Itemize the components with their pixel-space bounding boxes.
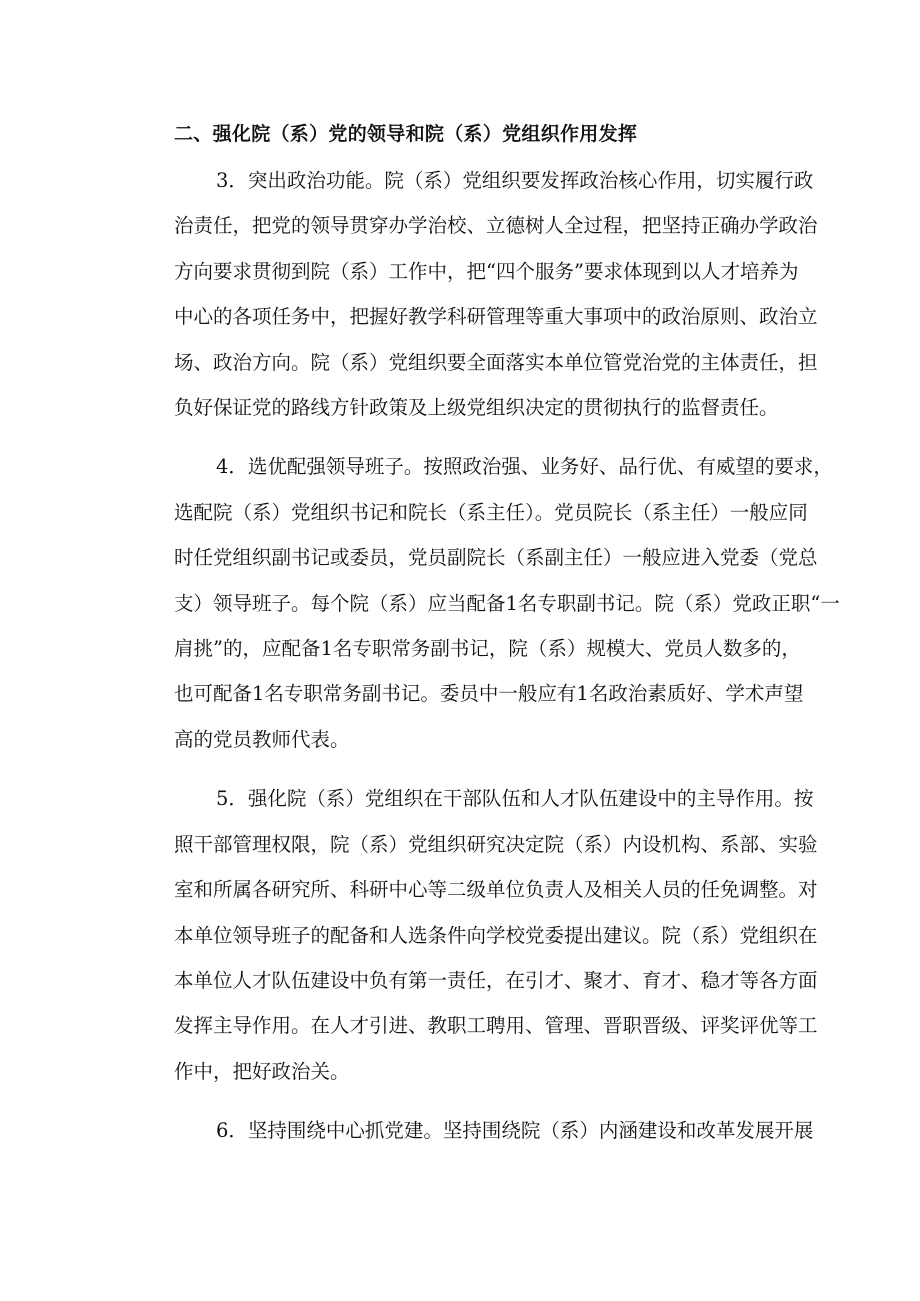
paragraph-line: 3．突出政治功能。院（系）党组织要发挥政治核心作用，切实履行政 — [216, 169, 814, 192]
paragraph-line: 也可配备1名专职常务副书记。委员中一般应有1名政治素质好、学术声望 — [174, 682, 804, 706]
paragraph-line: 负好保证党的路线方针政策及上级党组织决定的贯彻执行的监督责任。 — [174, 396, 779, 420]
paragraph-5-cadre-and-talent — [132, 776, 818, 1094]
paragraph-line: 作中，把好政治关。 — [174, 1059, 350, 1083]
paragraph-line: 本单位领导班子的配备和人选条件向学校党委提出建议。院（系）党组织在 — [174, 923, 818, 947]
paragraph-line: 选配院（系）党组织书记和院长（系主任）。党员院长（系主任）一般应同 — [174, 500, 808, 524]
paragraph-6-party-building — [132, 1108, 814, 1153]
paragraph-line: 肩挑”的，应配备1名专职常务副书记，院（系）规模大、党员人数多的， — [174, 637, 801, 661]
paragraph-line: 中心的各项任务中，把握好教学科研管理等重大事项中的政治原则、政治立 — [174, 305, 818, 329]
paragraph-line: 本单位人才队伍建设中负有第一责任，在引才、聚才、育才、稳才等各方面 — [174, 968, 818, 992]
document-body — [132, 112, 840, 1154]
paragraph-line: 高的党员教师代表。 — [174, 727, 350, 751]
paragraph-line: 发挥主导作用。在人才引进、教职工聘用、管理、晋职晋级、评奖评优等工 — [174, 1014, 818, 1038]
paragraph-line: 6．坚持围绕中心抓党建。坚持围绕院（系）内涵建设和改革发展开展 — [216, 1119, 814, 1143]
paragraph-line: 方向要求贯彻到院（系）工作中，把“四个服务”要求体现到以人才培养为 — [174, 259, 799, 283]
paragraph-4-leadership-team — [132, 444, 840, 762]
paragraph-3-political-function — [132, 158, 818, 430]
paragraph-line: 4．选优配强领导班子。按照政治强、业务好、品行优、有威望的要求， — [216, 455, 833, 479]
paragraph-line: 时任党组织副书记或委员，党员副院长（系副主任）一般应进入党委（党总 — [174, 546, 818, 570]
paragraph-line: 室和所属各研究所、科研中心等二级单位负责人及相关人员的任免调整。对 — [174, 878, 818, 902]
paragraph-line: 场、政治方向。院（系）党组织要全面落实本单位管党治党的主体责任，担 — [174, 350, 818, 374]
paragraph-line: 照干部管理权限，院（系）党组织研究决定院（系）内设机构、系部、实验 — [174, 832, 818, 856]
section-heading: 二、强化院（系）党的领导和院（系）党组织作用发挥 — [174, 123, 638, 145]
paragraph-line: 治责任，把党的领导贯穿办学治校、立德树人全过程，把坚持正确办学政治 — [174, 214, 818, 238]
paragraph-line: 支）领导班子。每个院（系）应当配备1名专职副书记。院（系）党政正职“一 — [174, 591, 840, 615]
paragraph-line: 5．强化院（系）党组织在干部队伍和人才队伍建设中的主导作用。按 — [216, 787, 814, 811]
